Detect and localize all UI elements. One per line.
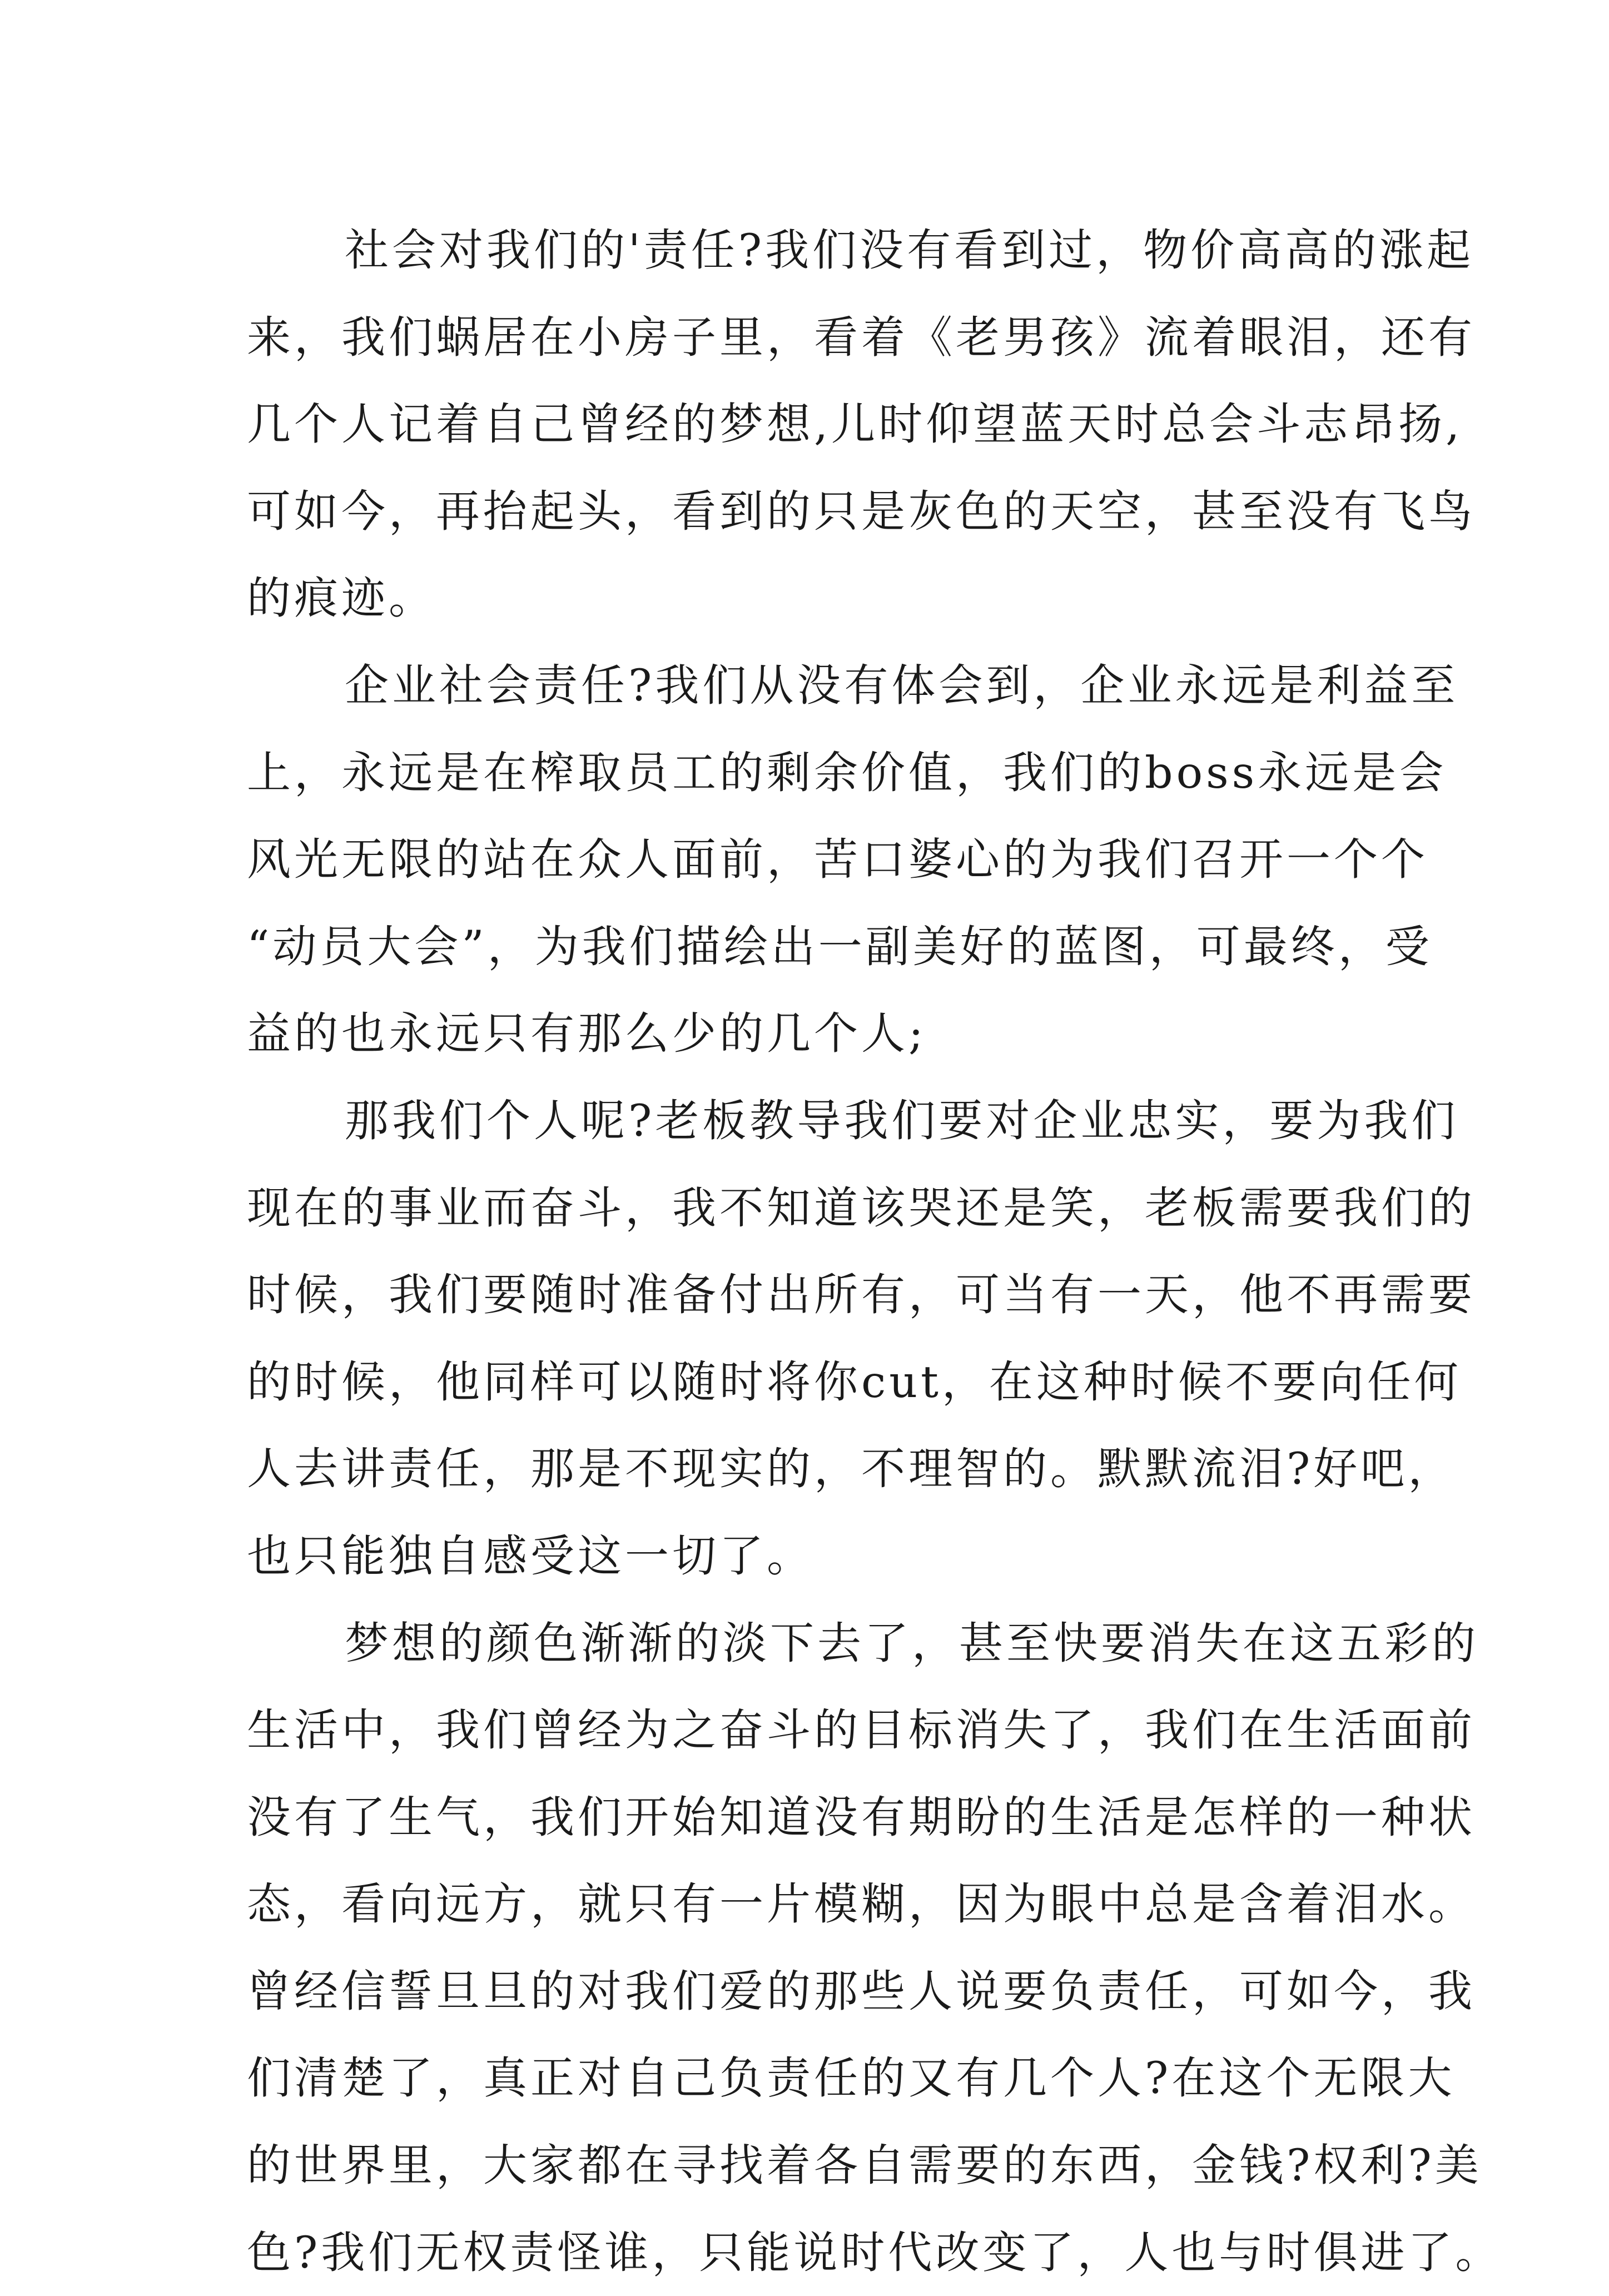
text-line: 梦想的颜色渐渐的淡下去了，甚至快要消失在这五彩的 bbox=[247, 1600, 1414, 1687]
text-line: 的时候，他同样可以随时将你cut，在这种时候不要向任何 bbox=[247, 1339, 1414, 1426]
text-line: 那我们个人呢?老板教导我们要对企业忠实，要为我们 bbox=[247, 1077, 1414, 1165]
text-line: 色?我们无权责怪谁，只能说时代改变了，人也与时俱进了。 bbox=[247, 2209, 1414, 2296]
text-line: 益的也永远只有那么少的几个人; bbox=[247, 990, 1414, 1077]
text-line: 的痕迹。 bbox=[247, 555, 1414, 642]
paragraph-3 bbox=[247, 1077, 1414, 1600]
text-line: 生活中，我们曾经为之奋斗的目标消失了，我们在生活面前 bbox=[247, 1687, 1414, 1774]
text-line: 几个人记着自己曾经的梦想,儿时仰望蓝天时总会斗志昂扬, bbox=[247, 381, 1414, 468]
text-line: 风光无限的站在众人面前，苦口婆心的为我们召开一个个 bbox=[247, 816, 1414, 903]
document-body bbox=[247, 207, 1414, 2296]
text-line: 没有了生气，我们开始知道没有期盼的生活是怎样的一种状 bbox=[247, 1774, 1414, 1861]
paragraph-2 bbox=[247, 642, 1414, 1077]
text-line: 社会对我们的'责任?我们没有看到过，物价高高的涨起 bbox=[247, 207, 1414, 294]
text-line: 也只能独自感受这一切了。 bbox=[247, 1513, 1414, 1600]
text-line: 企业社会责任?我们从没有体会到，企业永远是利益至 bbox=[247, 642, 1414, 729]
text-line: 来，我们蜗居在小房子里，看着《老男孩》流着眼泪，还有 bbox=[247, 294, 1414, 381]
text-line: 曾经信誓旦旦的对我们爱的那些人说要负责任，可如今，我 bbox=[247, 1948, 1414, 2035]
text-line: 现在的事业而奋斗，我不知道该哭还是笑，老板需要我们的 bbox=[247, 1165, 1414, 1252]
text-line: 们清楚了，真正对自己负责任的又有几个人?在这个无限大 bbox=[247, 2035, 1414, 2122]
text-line: 人去讲责任，那是不现实的，不理智的。默默流泪?好吧， bbox=[247, 1425, 1414, 1513]
text-line: 时候，我们要随时准备付出所有，可当有一天，他不再需要 bbox=[247, 1251, 1414, 1339]
paragraph-4 bbox=[247, 1600, 1414, 2296]
text-line: “动员大会”，为我们描绘出一副美好的蓝图，可最终，受 bbox=[247, 903, 1414, 991]
paragraph-1 bbox=[247, 207, 1414, 642]
text-line: 可如今，再抬起头，看到的只是灰色的天空，甚至没有飞鸟 bbox=[247, 468, 1414, 555]
text-line: 的世界里，大家都在寻找着各自需要的东西，金钱?权利?美 bbox=[247, 2122, 1414, 2209]
text-line: 上，永远是在榨取员工的剩余价值，我们的boss永远是会 bbox=[247, 729, 1414, 817]
text-line: 态，看向远方，就只有一片模糊，因为眼中总是含着泪水。 bbox=[247, 1861, 1414, 1948]
